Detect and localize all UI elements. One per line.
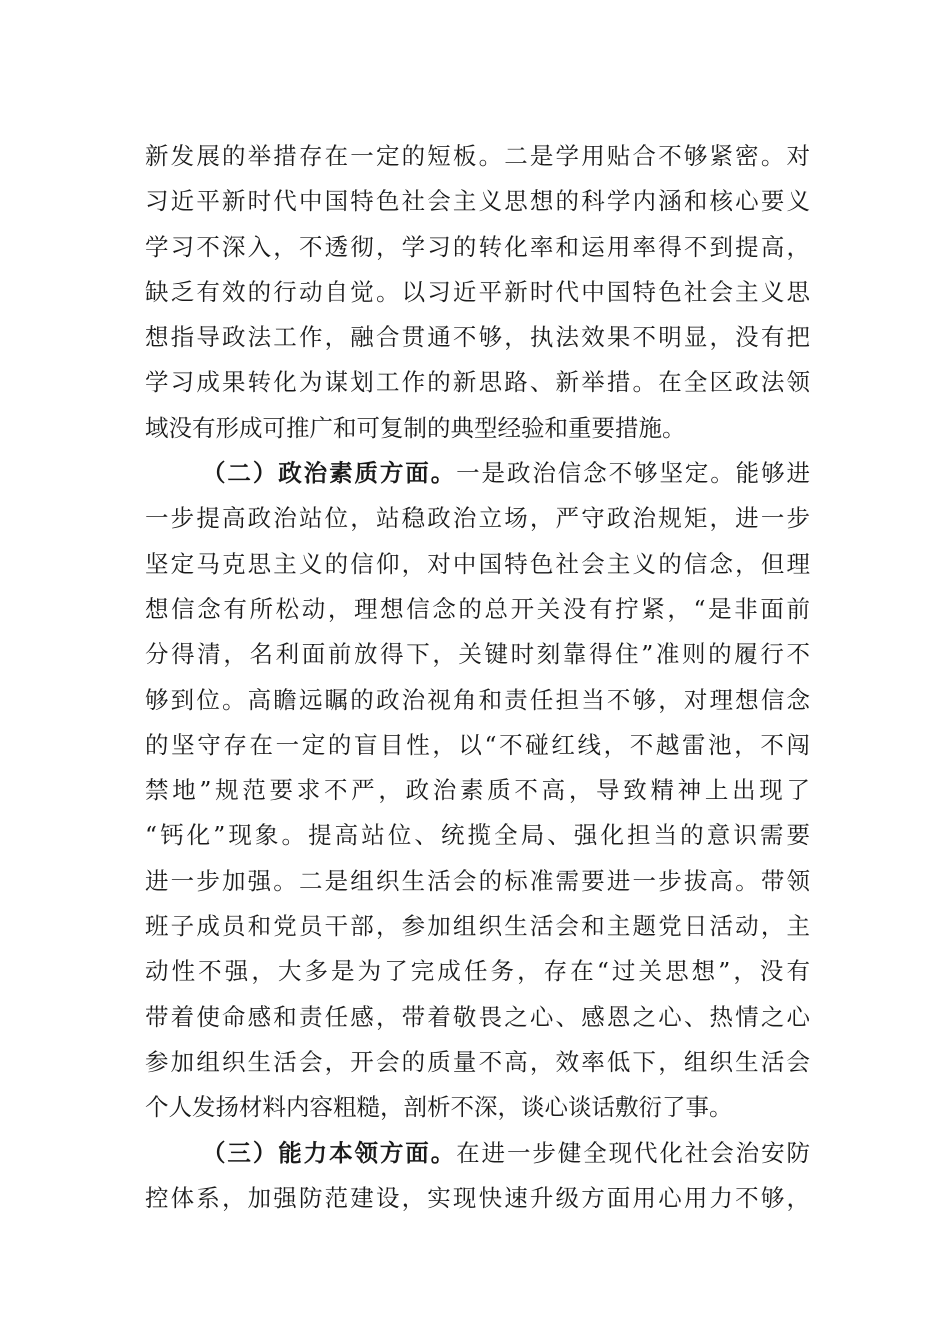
paragraph-2-line-15: 个人发扬材料内容粗糙，剖析不深，谈心谈话敷衍了事。 (145, 1093, 733, 1122)
paragraph-2-line-7: 的坚守存在一定的盲目性，以“不碰红线，不越雷池，不闯 (145, 730, 810, 759)
paragraph-3-first-line (145, 1131, 810, 1176)
paragraph-2-line-5: 分得清，名利面前放得下，关键时刻靠得住”准则的履行不 (145, 640, 810, 669)
paragraph-2-line-12: 动性不强，大多是为了完成任务，存在“过关思想”，没有 (145, 957, 810, 986)
body-text (145, 134, 810, 1221)
paragraph-1-line-5: 想指导政法工作，融合贯通不够，执法效果不明显，没有把 (145, 323, 810, 352)
paragraph-2-line-8: 禁地”规范要求不严，政治素质不高，导致精神上出现了 (145, 776, 810, 805)
paragraph-2-first-line-text: 一是政治信念不够坚定。能够进 (456, 459, 811, 488)
paragraph-2-line-9: “钙化”现象。提高站位、统揽全局、强化担当的意识需要 (145, 821, 810, 850)
paragraph-2-line-2: 一步提高政治站位，站稳政治立场，严守政治规矩，进一步 (145, 504, 810, 533)
paragraph-1-line-3: 学习不深入，不透彻，学习的转化率和运用率得不到提高， (145, 232, 810, 261)
paragraph-1-line-1: 新发展的举措存在一定的短板。二是学用贴合不够紧密。对 (145, 142, 810, 170)
paragraph-1-line-6: 学习成果转化为谋划工作的新思路、新举措。在全区政法领 (145, 368, 810, 397)
paragraph-2-line-6: 够到位。高瞻远瞩的政治视角和责任担当不够，对理想信念 (145, 685, 810, 714)
paragraph-2-first-line (145, 451, 810, 496)
paragraph-2-line-10: 进一步加强。二是组织生活会的标准需要进一步拔高。带领 (145, 866, 810, 895)
paragraph-1-line-7: 域没有形成可推广和可复制的典型经验和重要措施。 (145, 413, 686, 442)
paragraph-3-heading: （三）能力本领方面。 (202, 1138, 457, 1167)
paragraph-2-line-13: 带着使命感和责任感，带着敬畏之心、感恩之心、热情之心 (145, 1002, 810, 1031)
paragraph-2-line-11: 班子成员和党员干部，参加组织生活会和主题党日活动，主 (145, 912, 810, 941)
paragraph-3-line-2: 控体系，加强防范建设，实现快速升级方面用心用力不够， (145, 1183, 810, 1212)
paragraph-2-line-14: 参加组织生活会，开会的质量不高，效率低下，组织生活会 (145, 1047, 810, 1076)
paragraph-2-line-4: 想信念有所松动，理想信念的总开关没有拧紧，“是非面前 (145, 594, 810, 623)
paragraph-2-heading: （二）政治素质方面。 (202, 459, 457, 488)
paragraph-1-line-4: 缺乏有效的行动自觉。以习近平新时代中国特色社会主义思 (145, 277, 810, 306)
paragraph-3-first-line-text: 在进一步健全现代化社会治安防 (456, 1138, 811, 1167)
paragraph-2-line-3: 坚定马克思主义的信仰，对中国特色社会主义的信念，但理 (145, 549, 810, 578)
paragraph-1-line-2: 习近平新时代中国特色社会主义思想的科学内涵和核心要义 (145, 187, 810, 216)
